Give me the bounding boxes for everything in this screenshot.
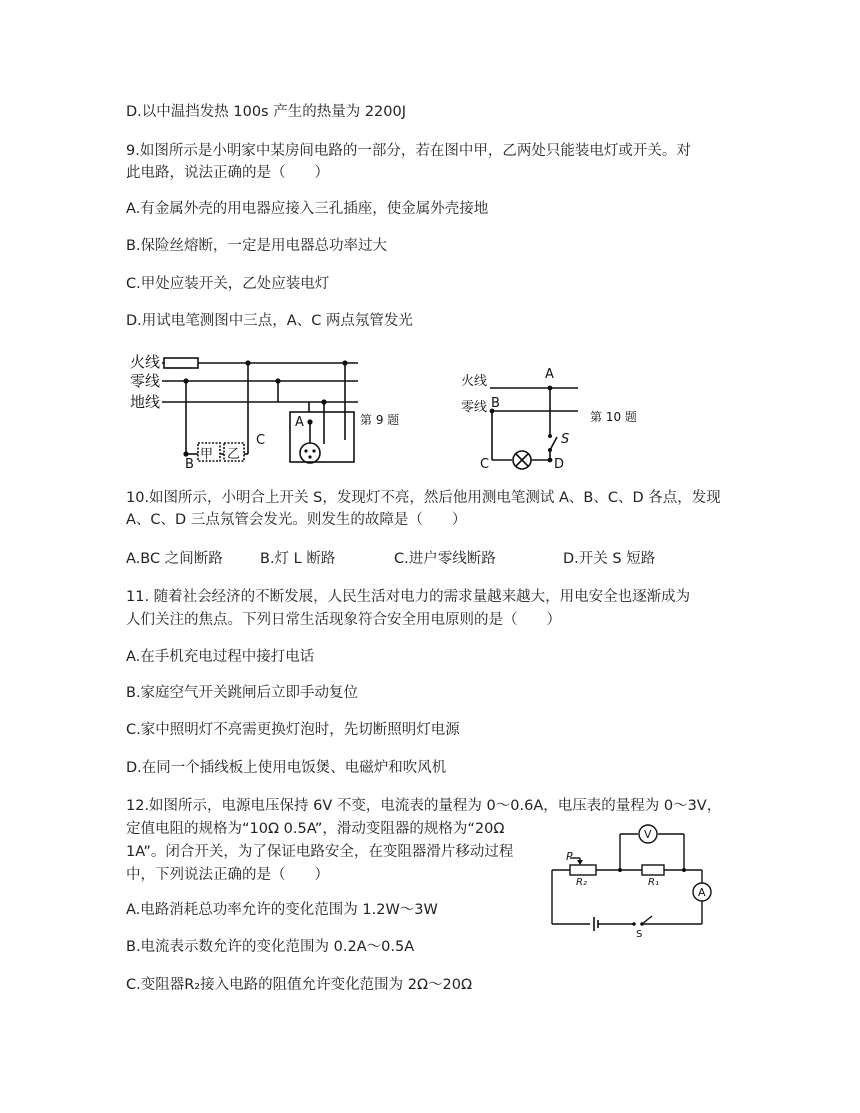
q10-stem-line2: A、C、D 三点氖管会发光。则发生的故障是（ ）	[126, 512, 467, 528]
q10-option-b: B.灯 L 断路	[260, 551, 336, 567]
q9-stem-line1: 9.如图所示是小明家中某房间电路的一部分，若在图中甲，乙两处只能装电灯或开关。对	[126, 143, 691, 159]
q8-option-d: D.以中温挡发热 100s 产生的热量为 2200J	[126, 104, 407, 120]
label-point-a: A	[295, 415, 304, 430]
rheostat-r2	[570, 865, 596, 875]
label-point-c: C	[480, 457, 490, 472]
q10-stem-line1: 10.如图所示，小明合上开关 S，发现灯不亮，然后他用测电笔测试 A、B、C、D 各点，发现	[126, 490, 721, 506]
q11-stem-line1: 11. 随着社会经济的不断发展，人民生活对电力的需求量越来越大，用电安全也逐渐成为	[126, 589, 691, 605]
figure-q10-circuit	[458, 364, 648, 474]
q12-stem-line3: 1A”。闭合开关，为了保证电路安全，在变阻器滑片移动过程	[126, 844, 514, 860]
q11-option-c: C.家中照明灯不亮需更换灯泡时，先切断照明灯电源	[126, 722, 460, 738]
label-point-c: C	[256, 433, 266, 448]
label-neutral-line: 零线	[130, 372, 161, 390]
label-r2: R₂	[576, 877, 587, 888]
label-point-a: A	[545, 367, 554, 382]
label-point-b: B	[491, 396, 500, 411]
q9-option-b: B.保险丝熔断，一定是用电器总功率过大	[126, 238, 388, 254]
label-r1: R₁	[648, 877, 659, 888]
label-point-b: B	[185, 457, 194, 470]
figure-q10-caption: 第 10 题	[590, 410, 637, 424]
q11-option-b: B.家庭空气开关跳闸后立即手动复位	[126, 685, 359, 701]
q11-option-a: A.在手机充电过程中接打电话	[126, 649, 315, 665]
q11-option-d: D.在同一个插线板上使用电饭煲、电磁炉和吹风机	[126, 760, 447, 776]
label-jia: 甲	[200, 447, 214, 462]
figure-q12-circuit	[546, 822, 718, 940]
switch-blade	[642, 916, 652, 924]
q9-option-d: D.用试电笔测图中三点，A、C 两点氖管发光	[126, 313, 413, 329]
q10-option-a: A.BC 之间断路	[126, 551, 223, 567]
label-fire-line: 火线	[461, 374, 488, 389]
q12-option-c: C.变阻器R₂接入电路的阻值允许变化范围为 2Ω～20Ω	[126, 977, 473, 993]
q10-option-c: C.进户零线断路	[394, 551, 496, 567]
switch-blade	[550, 437, 557, 450]
q12-stem-line2: 定值电阻的规格为“10Ω 0.5A”，滑动变阻器的规格为“20Ω	[126, 821, 505, 837]
three-hole-socket	[300, 443, 320, 463]
label-switch-s: S	[636, 929, 643, 940]
q10-option-d: D.开关 S 短路	[563, 551, 656, 567]
q12-stem-line1: 12.如图所示，电源电压保持 6V 不变，电流表的量程为 0～0.6A，电压表的量程为 0～3V，	[126, 798, 722, 814]
q9-option-a: A.有金属外壳的用电器应接入三孔插座，使金属外壳接地	[126, 201, 489, 217]
q12-stem-line4: 中，下列说法正确的是（ ）	[126, 867, 329, 883]
resistor-r1	[642, 865, 664, 875]
label-ground-line: 地线	[130, 393, 161, 411]
q9-option-c: C.甲处应装开关，乙处应装电灯	[126, 276, 330, 292]
figure-q9-circuit	[124, 344, 414, 470]
fuse-symbol	[164, 358, 198, 368]
label-fire-line: 火线	[130, 353, 161, 371]
label-voltmeter: V	[644, 828, 652, 841]
q12-option-a: A.电路消耗总功率允许的变化范围为 1.2W～3W	[126, 902, 438, 918]
q12-option-b: B.电流表示数允许的变化范围为 0.2A～0.5A	[126, 939, 415, 955]
q11-stem-line2: 人们关注的焦点。下列日常生活现象符合安全用电原则的是（ ）	[126, 612, 561, 628]
q9-stem-line2: 此电路，说法正确的是（ ）	[126, 165, 329, 181]
figure-q9-caption: 第 9 题	[360, 413, 400, 427]
label-neutral-line: 零线	[461, 400, 488, 415]
label-ammeter: A	[698, 886, 706, 899]
label-yi: 乙	[227, 447, 241, 462]
label-switch-s: S	[561, 432, 570, 447]
label-point-d: D	[554, 457, 565, 472]
label-slider-p: P	[566, 850, 573, 863]
